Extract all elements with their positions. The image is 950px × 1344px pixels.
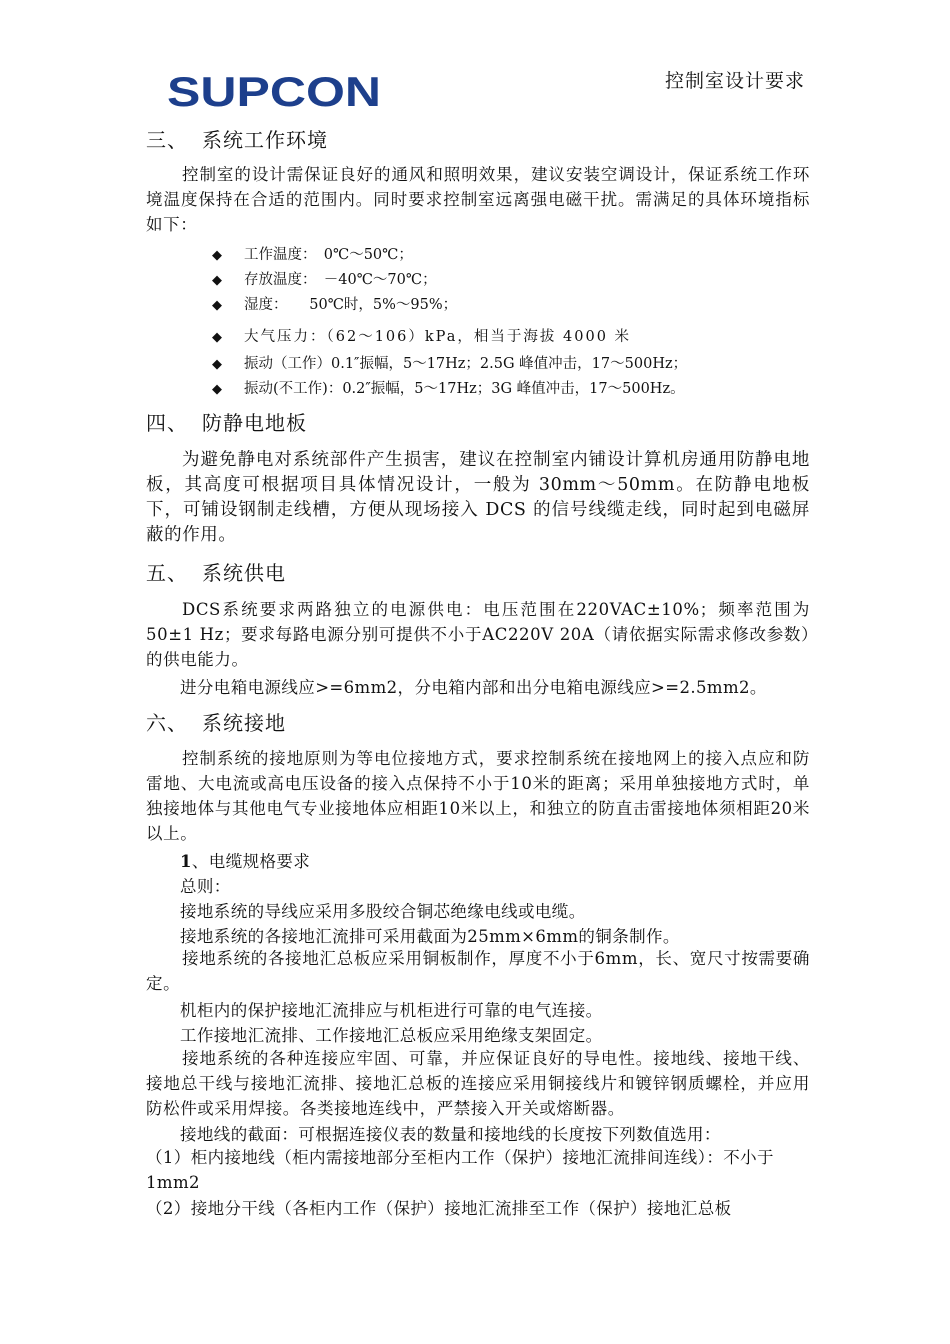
- rule-line: 接地系统的各接地汇流排可采用截面为25mm×6mm的铜条制作。: [180, 927, 680, 946]
- section-number: 三、: [146, 128, 188, 152]
- paragraph-antistatic-floor: 为避免静电对系统部件产生损害，建议在控制室内铺设计算机房通用防静电地板，其高度可根据项目具体情况设计，一般为 30mm～50mm。在防静电地板下，可铺设钢制走线槽，方便从现场接入 DCS 的信号线缆走线，同时起到电磁屏蔽的作用。: [146, 450, 810, 545]
- section-heading-6: [146, 707, 286, 736]
- section-number: 五、: [146, 561, 188, 585]
- paragraph-environment: 控制室的设计需保证良好的通风和照明效果，建议安装空调设计，保证系统工作环境温度保持在合适的范围内。同时要求控制室远离强电磁干扰。需满足的具体环境指标如下：: [146, 165, 810, 234]
- section-heading-3: [146, 124, 328, 153]
- section-title: 系统接地: [202, 711, 286, 735]
- logo-text: SUPCON: [167, 72, 381, 112]
- diamond-bullet-icon: ◆: [212, 357, 222, 372]
- general-label: 总则：: [180, 877, 231, 896]
- list-item: ◆ 振动(不工作)：0.2″振幅，5～17Hz；3G 峰值冲击，17～500Hz。: [212, 381, 685, 397]
- list-item: ◆ 存放温度： －40℃～70℃；: [212, 272, 437, 288]
- section-number: 六、: [146, 711, 188, 735]
- list-item: ◆ 湿度： 50℃时，5%～95%；: [212, 297, 458, 313]
- section-heading-4: [146, 407, 307, 436]
- section-heading-5: [146, 557, 286, 586]
- rule-line: 接地线的截面：可根据连接仪表的数量和接地线的长度按下列数值选用：: [180, 1125, 721, 1144]
- diamond-bullet-icon: ◆: [212, 382, 222, 397]
- rule-line: 工作接地汇流排、工作接地汇总板应采用绝缘支架固定。: [180, 1026, 603, 1045]
- diamond-bullet-icon: ◆: [212, 330, 224, 345]
- rule-line: 接地系统的导线应采用多股绞合铜芯绝缘电线或电缆。: [180, 902, 586, 921]
- rule-line: 机柜内的保护接地汇流排应与机柜进行可靠的电气连接。: [180, 1001, 603, 1020]
- list-item: ◆ 大气压力：（62～106）kPa，相当于海拔 4000 米: [212, 329, 632, 345]
- list-item: ◆ 工作温度： 0℃～50℃；: [212, 247, 413, 263]
- diamond-bullet-icon: ◆: [212, 273, 222, 288]
- paragraph-power-supply: DCS系统要求两路独立的电源供电：电压范围在220VAC±10%；频率范围为50±1 Hz；要求每路电源分别可提供不小于AC220V 20A（请依据实际需求修改参数）的供电能力。: [146, 600, 810, 669]
- rule-paragraph: 接地系统的各种连接应牢固、可靠，并应保证良好的导电性。接地线、接地干线、接地总干线与接地汇流排、接地汇总板的连接应采用铜接线片和镀锌钢质螺栓，并应用防松件或采用焊接。各类接地连线中，严禁接入开关或熔断器。: [146, 1049, 810, 1118]
- section-number: 四、: [146, 411, 188, 435]
- section-title: 防静电地板: [202, 411, 307, 435]
- subsection-heading: 1、电缆规格要求: [180, 852, 311, 871]
- paragraph-grounding: 控制系统的接地原则为等电位接地方式，要求控制系统在接地网上的接入点应和防雷地、大电流或高电压设备的接入点保持不小于10米的距离；采用单独接地方式时，单独接地体与其他电气专业接地体应相距10米以上，和独立的防直击雷接地体须相距20米以上。: [146, 749, 810, 843]
- rule-line: （2）接地分干线（各柜内工作（保护）接地汇流排至工作（保护）接地汇总板: [146, 1199, 732, 1218]
- section-title: 系统供电: [202, 561, 286, 585]
- diamond-bullet-icon: ◆: [212, 248, 222, 263]
- header-title: 控制室设计要求: [664, 70, 805, 92]
- rule-paragraph: 接地系统的各接地汇总板应采用铜板制作，厚度不小于6mm，长、宽尺寸按需要确定。: [146, 949, 810, 993]
- diamond-bullet-icon: ◆: [212, 298, 222, 313]
- paragraph-power-cable: 进分电箱电源线应>=6mm2，分电箱内部和出分电箱电源线应>=2.5mm2。: [180, 678, 767, 697]
- rule-paragraph: （1）柜内接地线（柜内需接地部分至柜内工作（保护）接地汇流排间连线）：不小于 1mm2: [146, 1148, 774, 1192]
- supcon-logo: [167, 72, 383, 112]
- list-item: ◆ 振动（工作）0.1″振幅，5～17Hz；2.5G 峰值冲击，17～500Hz；: [212, 356, 688, 372]
- section-title: 系统工作环境: [202, 128, 328, 152]
